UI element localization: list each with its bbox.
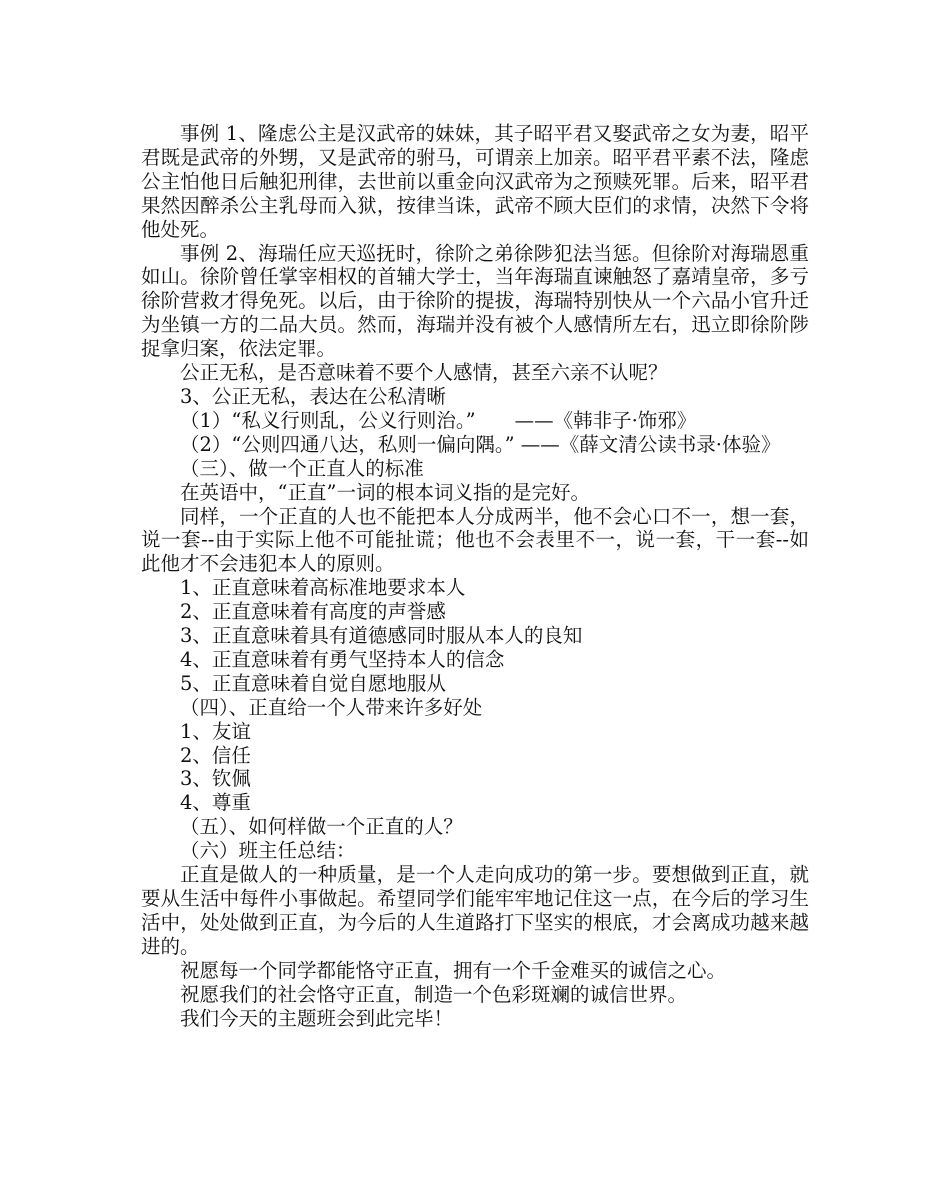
benefit-item-4: 4、尊重: [180, 791, 251, 815]
benefit-item-1: 1、友谊: [180, 719, 251, 743]
section-5-heading: （五）、如何样做一个正直的人？: [180, 815, 463, 839]
section-4-heading: （四）、正直给一个人带来许多好处: [180, 695, 483, 719]
quote-2: （2）“公则四通八达，私则一偏向隅。” ——《薛文清公读书录·体验》: [180, 432, 781, 456]
standard-item-4: 4、正直意味着有勇气坚持本人的信念: [180, 647, 505, 671]
benefit-item-2: 2、信任: [180, 743, 251, 767]
standard-item-1: 1、正直意味着高标准地要求本人: [180, 576, 466, 600]
summary-paragraph: 正直是做人的一种质量，是一个人走向成功的第一步。要想做到正直，就要从生活中每件小事做起。希望同学们能牢牢地记住这一点，在今后的学习生活中，处处做到正直，为今后的人生道路打下坚实的根底，才会离成功越来越进的。: [141, 863, 809, 958]
wish-1-paragraph: 祝愿每一个同学都能恪守正直，拥有一个千金难买的诚信之心。: [180, 958, 727, 982]
standard-item-2: 2、正直意味着有高度的声誉感: [180, 600, 446, 624]
document-page: [141, 122, 809, 1030]
case-1-paragraph: 事例 1、隆虑公主是汉武帝的妹妹，其子昭平君又娶武帝之女为妻，昭平君既是武帝的外甥，又是武帝的驸马，可谓亲上加亲。昭平君平素不法，隆虑公主怕他日后触犯刑律，去世前以重金向汉武帝为之预赎死罪。后来，昭平君果然因醉杀公主乳母而入狱，按律当诛，武帝不顾大臣们的求情，决然下令将他处死。: [141, 122, 809, 241]
section-3-heading: （三）、做一个正直人的标准: [180, 456, 424, 480]
standard-item-3: 3、正直意味着具有道德感同时服从本人的良知: [180, 624, 583, 648]
point-3-heading: 3、公正无私，表达在公私清晰: [180, 384, 446, 408]
wish-2-paragraph: 祝愿我们的社会恪守正直，制造一个色彩斑斓的诚信世界。: [180, 982, 688, 1006]
closing-paragraph: 我们今天的主题班会到此完毕！: [180, 1006, 454, 1030]
case-2-paragraph: 事例 2、海瑞任应天巡抚时，徐阶之弟徐陟犯法当惩。但徐阶对海瑞恩重如山。徐阶曾任掌宰相权的首辅大学士，当年海瑞直谏触怒了嘉靖皇帝，多亏徐阶营救才得免死。以后，由于徐阶的提拔，海瑞特别快从一个六品小官升迁为坐镇一方的二品大员。然而，海瑞并没有被个人感情所左右，迅立即徐阶陟捉拿归案，依法定罪。: [141, 241, 809, 361]
section-6-heading: （六）班主任总结：: [180, 839, 356, 863]
question-paragraph: 公正无私，是否意味着不要个人感情，甚至六亲不认呢？: [180, 361, 668, 385]
benefit-item-3: 3、钦佩: [180, 767, 251, 791]
integrity-paragraph: 同样，一个正直的人也不能把本人分成两半，他不会心口不一，想一套，说一套--由于实际上他不可能扯谎；他也不会表里不一，说一套，干一套--如此他才不会违犯本人的原则。: [141, 504, 809, 576]
quote-1: （1）“私义行则乱，公义行则治。” ——《韩非子·饰邪》: [180, 408, 697, 432]
standard-item-5: 5、正直意味着自觉自愿地服从: [180, 671, 446, 695]
english-meaning-paragraph: 在英语中，“正直”一词的根本词义指的是完好。: [180, 480, 590, 504]
